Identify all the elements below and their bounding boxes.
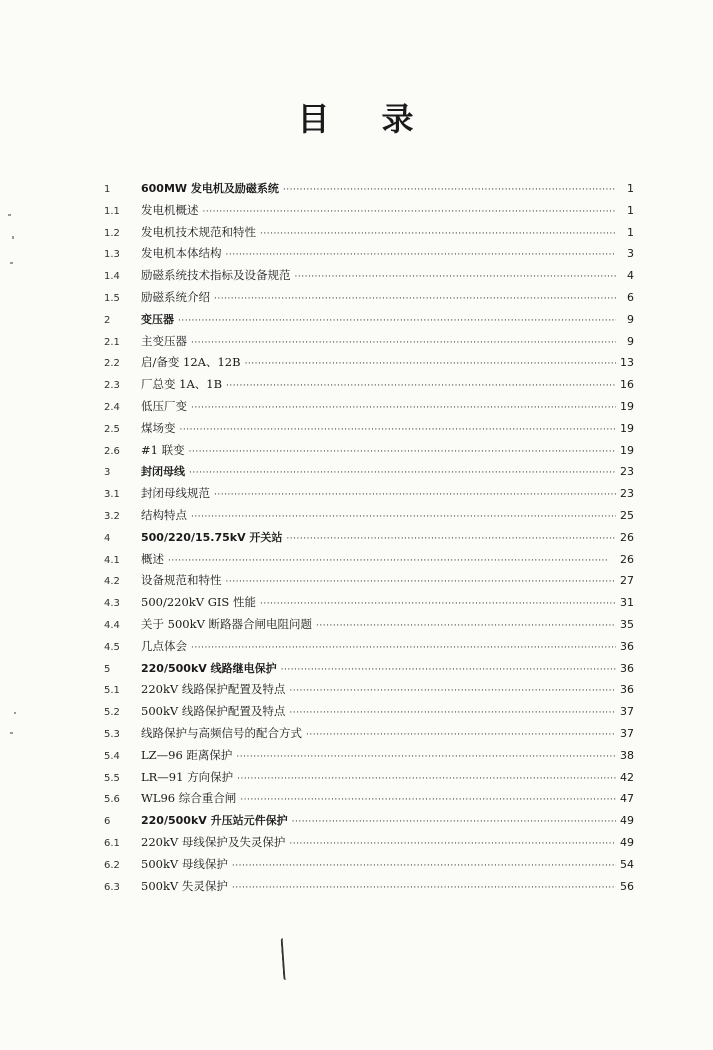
dot-leader: [226, 376, 616, 398]
toc-entry: [104, 876, 634, 898]
toc-entry-page: 49: [620, 835, 634, 849]
dot-leader: [286, 529, 616, 551]
toc-entry: [104, 440, 634, 462]
toc-entry: [104, 265, 634, 287]
title-char-left: 目: [297, 100, 332, 138]
toc-entry-page: 19: [620, 421, 634, 435]
scan-speck: [8, 214, 11, 216]
dot-leader: [191, 507, 616, 529]
dot-leader: [283, 180, 616, 202]
toc-entry: [104, 396, 634, 418]
dot-leader: [292, 812, 616, 834]
toc-entry-number: 5.1: [104, 685, 120, 697]
dot-leader: [203, 202, 617, 224]
toc-entry-title: 变压器: [141, 312, 174, 326]
toc-entry-page: 26: [620, 530, 634, 544]
dot-leader: [191, 333, 616, 355]
toc-entry-page: 23: [620, 465, 634, 479]
toc-entry-title: WL96 综合重合闸: [141, 791, 237, 806]
toc-entry-title: 500/220kV GIS 性能: [141, 595, 256, 610]
toc-entry-page: 37: [620, 705, 634, 719]
toc-entry: [104, 723, 634, 745]
toc-entry-page: 49: [620, 814, 634, 828]
toc-entry: [104, 832, 634, 854]
dot-leader: [226, 245, 617, 267]
toc-entry-page: 9: [627, 334, 634, 348]
dot-leader: [260, 594, 616, 616]
toc-entry: [104, 331, 634, 353]
toc-entry: [104, 658, 634, 680]
toc-entry: [104, 309, 634, 331]
dot-leader: [168, 551, 616, 573]
toc-entry-number: 6.1: [104, 837, 120, 849]
toc-entry-title: 500kV 线路保护配置及特点: [141, 704, 286, 719]
dot-leader: [306, 725, 616, 747]
toc-entry: [104, 287, 634, 309]
toc-entry-title: 概述: [141, 551, 164, 566]
toc-entry-page: 31: [620, 596, 634, 610]
toc-entry-title: 启/备变 12A、12B: [141, 355, 241, 370]
toc-entry-page: 47: [620, 792, 634, 806]
toc-entry-number: 3.1: [104, 489, 120, 501]
dot-leader: [191, 398, 616, 420]
toc-entry-title: 几点体会: [141, 638, 187, 653]
scan-speck: [10, 732, 13, 734]
toc-entry-page: 16: [620, 378, 634, 392]
toc-entry: [104, 592, 634, 614]
toc-entry-page: 35: [620, 617, 634, 631]
toc-entry-number: 4.2: [104, 576, 120, 588]
toc-entry-page: 26: [620, 552, 634, 566]
toc-entry: [104, 222, 634, 244]
toc-entry-number: 3: [104, 467, 111, 479]
toc-entry: [104, 570, 634, 592]
dot-leader: [260, 224, 616, 246]
toc-entry-number: 4: [104, 532, 111, 544]
title-char-right: 录: [381, 100, 416, 138]
toc-entry-number: 5: [104, 663, 111, 675]
toc-entry: [104, 374, 634, 396]
dot-leader: [237, 769, 616, 791]
toc-entry-title: 220/500kV 升压站元件保护: [141, 814, 288, 828]
dot-leader: [189, 442, 616, 464]
table-of-contents: [104, 178, 634, 897]
toc-entry-number: 1: [104, 184, 111, 195]
toc-entry: [104, 483, 634, 505]
toc-entry-page: 13: [620, 356, 634, 370]
toc-entry-title: 220kV 母线保护及失灵保护: [141, 834, 286, 849]
toc-entry: [104, 352, 634, 374]
toc-entry-number: 5.4: [104, 750, 120, 762]
toc-entry: [104, 788, 634, 810]
toc-entry: [104, 505, 634, 527]
handwritten-mark: [281, 938, 289, 980]
toc-entry-title: 低压厂变: [141, 398, 187, 413]
toc-entry-page: 37: [620, 726, 634, 740]
toc-entry-number: 1.2: [104, 227, 120, 239]
toc-entry-page: 36: [620, 639, 634, 653]
toc-entry: [104, 614, 634, 636]
dot-leader: [289, 703, 616, 725]
toc-entry-title: #1 联变: [141, 442, 185, 457]
toc-entry-number: 2.1: [104, 336, 120, 348]
toc-entry-number: 4.4: [104, 619, 120, 631]
toc-entry-title: 500/220/15.75kV 开关站: [141, 530, 283, 544]
toc-entry: [104, 461, 634, 483]
dot-leader: [289, 681, 616, 703]
toc-entry-title: 封闭母线: [141, 465, 185, 479]
toc-entry-page: 56: [620, 879, 634, 893]
toc-entry: [104, 243, 634, 265]
toc-entry-page: 27: [620, 574, 634, 588]
toc-entry-page: 1: [627, 203, 634, 217]
toc-entry: [104, 549, 634, 571]
dot-leader: [316, 616, 616, 638]
toc-entry: [104, 767, 634, 789]
toc-entry-page: 36: [620, 683, 634, 697]
toc-entry-number: 5.5: [104, 772, 120, 784]
toc-entry-title: 煤场变: [141, 420, 176, 435]
dot-leader: [232, 856, 616, 878]
dot-leader: [295, 267, 617, 289]
dot-leader: [189, 463, 616, 485]
dot-leader: [180, 420, 617, 442]
dot-leader: [214, 289, 616, 311]
dot-leader: [232, 878, 616, 900]
toc-entry: [104, 200, 634, 222]
toc-entry-title: LR—91 方向保护: [141, 769, 234, 784]
toc-entry-number: 2: [104, 314, 111, 326]
toc-entry-page: 36: [620, 661, 634, 675]
toc-entry-page: 19: [620, 443, 634, 457]
toc-entry: [104, 527, 634, 549]
toc-entry-page: 19: [620, 399, 634, 413]
toc-entry-number: 6.3: [104, 881, 120, 893]
dot-leader: [240, 790, 616, 812]
toc-entry: [104, 679, 634, 701]
toc-entry: [104, 810, 634, 832]
toc-entry: [104, 178, 634, 200]
dot-leader: [191, 638, 616, 660]
toc-entry-title: 封闭母线规范: [141, 486, 210, 501]
toc-entry-number: 3.2: [104, 510, 120, 522]
toc-entry-number: 2.6: [104, 445, 120, 457]
toc-entry-page: 23: [620, 487, 634, 501]
dot-leader: [236, 747, 616, 769]
scan-speck: [10, 262, 13, 264]
toc-entry: [104, 745, 634, 767]
toc-entry-page: 1: [627, 182, 634, 195]
toc-entry-title: 主变压器: [141, 333, 187, 348]
toc-entry-title: LZ—96 距离保护: [141, 747, 233, 762]
dot-leader: [245, 354, 616, 376]
toc-entry-number: 2.5: [104, 423, 120, 435]
toc-entry-title: 励磁系统技术指标及设备规范: [141, 268, 291, 283]
toc-entry-page: 3: [627, 247, 634, 261]
toc-entry-page: 4: [627, 269, 634, 283]
toc-entry-number: 6: [104, 816, 111, 828]
toc-entry-number: 1.5: [104, 292, 120, 304]
toc-entry-number: 1.1: [104, 205, 120, 217]
toc-entry-title: 结构特点: [141, 507, 187, 522]
toc-entry-number: 4.1: [104, 554, 120, 566]
toc-entry-title: 220/500kV 线路继电保护: [141, 661, 277, 675]
toc-entry-title: 发电机技术规范和特性: [141, 224, 256, 239]
toc-entry-title: 发电机概述: [141, 202, 199, 217]
toc-entry-title: 500kV 母线保护: [141, 856, 228, 871]
toc-entry-page: 42: [620, 770, 634, 784]
toc-entry-number: 1.3: [104, 249, 120, 261]
toc-entry-page: 25: [620, 508, 634, 522]
scan-speck: [12, 236, 14, 239]
dot-leader: [226, 572, 617, 594]
dot-leader: [214, 485, 616, 507]
toc-entry-title: 600MW 发电机及励磁系统: [141, 182, 279, 195]
toc-entry-page: 38: [620, 748, 634, 762]
toc-entry-title: 厂总变 1A、1B: [141, 377, 223, 392]
page-title: [0, 94, 713, 140]
toc-entry-title: 500kV 失灵保护: [141, 878, 228, 893]
toc-entry-number: 1.4: [104, 271, 120, 283]
toc-entry-page: 9: [627, 312, 634, 326]
toc-entry-number: 2.3: [104, 380, 120, 392]
toc-entry-number: 5.6: [104, 794, 120, 806]
toc-entry-title: 关于 500kV 断路器合闸电阻问题: [141, 616, 313, 631]
toc-entry-number: 2.4: [104, 401, 120, 413]
toc-entry-number: 2.2: [104, 358, 120, 370]
toc-entry-title: 发电机本体结构: [141, 246, 222, 261]
toc-entry-number: 4.5: [104, 641, 120, 653]
toc-entry-title: 设备规范和特性: [141, 573, 222, 588]
dot-leader: [178, 311, 616, 333]
toc-entry-page: 1: [627, 225, 634, 239]
toc-entry-page: 54: [620, 857, 634, 871]
toc-entry-number: 5.2: [104, 707, 120, 719]
toc-entry-title: 线路保护与高频信号的配合方式: [141, 725, 302, 740]
toc-entry-number: 6.2: [104, 859, 120, 871]
toc-entry-number: 4.3: [104, 598, 120, 610]
dot-leader: [289, 834, 616, 856]
dot-leader: [281, 660, 616, 682]
toc-entry: [104, 854, 634, 876]
toc-entry-title: 励磁系统介绍: [141, 289, 210, 304]
toc-entry: [104, 701, 634, 723]
toc-entry: [104, 418, 634, 440]
toc-entry-number: 5.3: [104, 728, 120, 740]
toc-entry-page: 6: [627, 290, 634, 304]
toc-entry: [104, 636, 634, 658]
scan-speck: [14, 712, 16, 714]
toc-entry-title: 220kV 线路保护配置及特点: [141, 682, 286, 697]
